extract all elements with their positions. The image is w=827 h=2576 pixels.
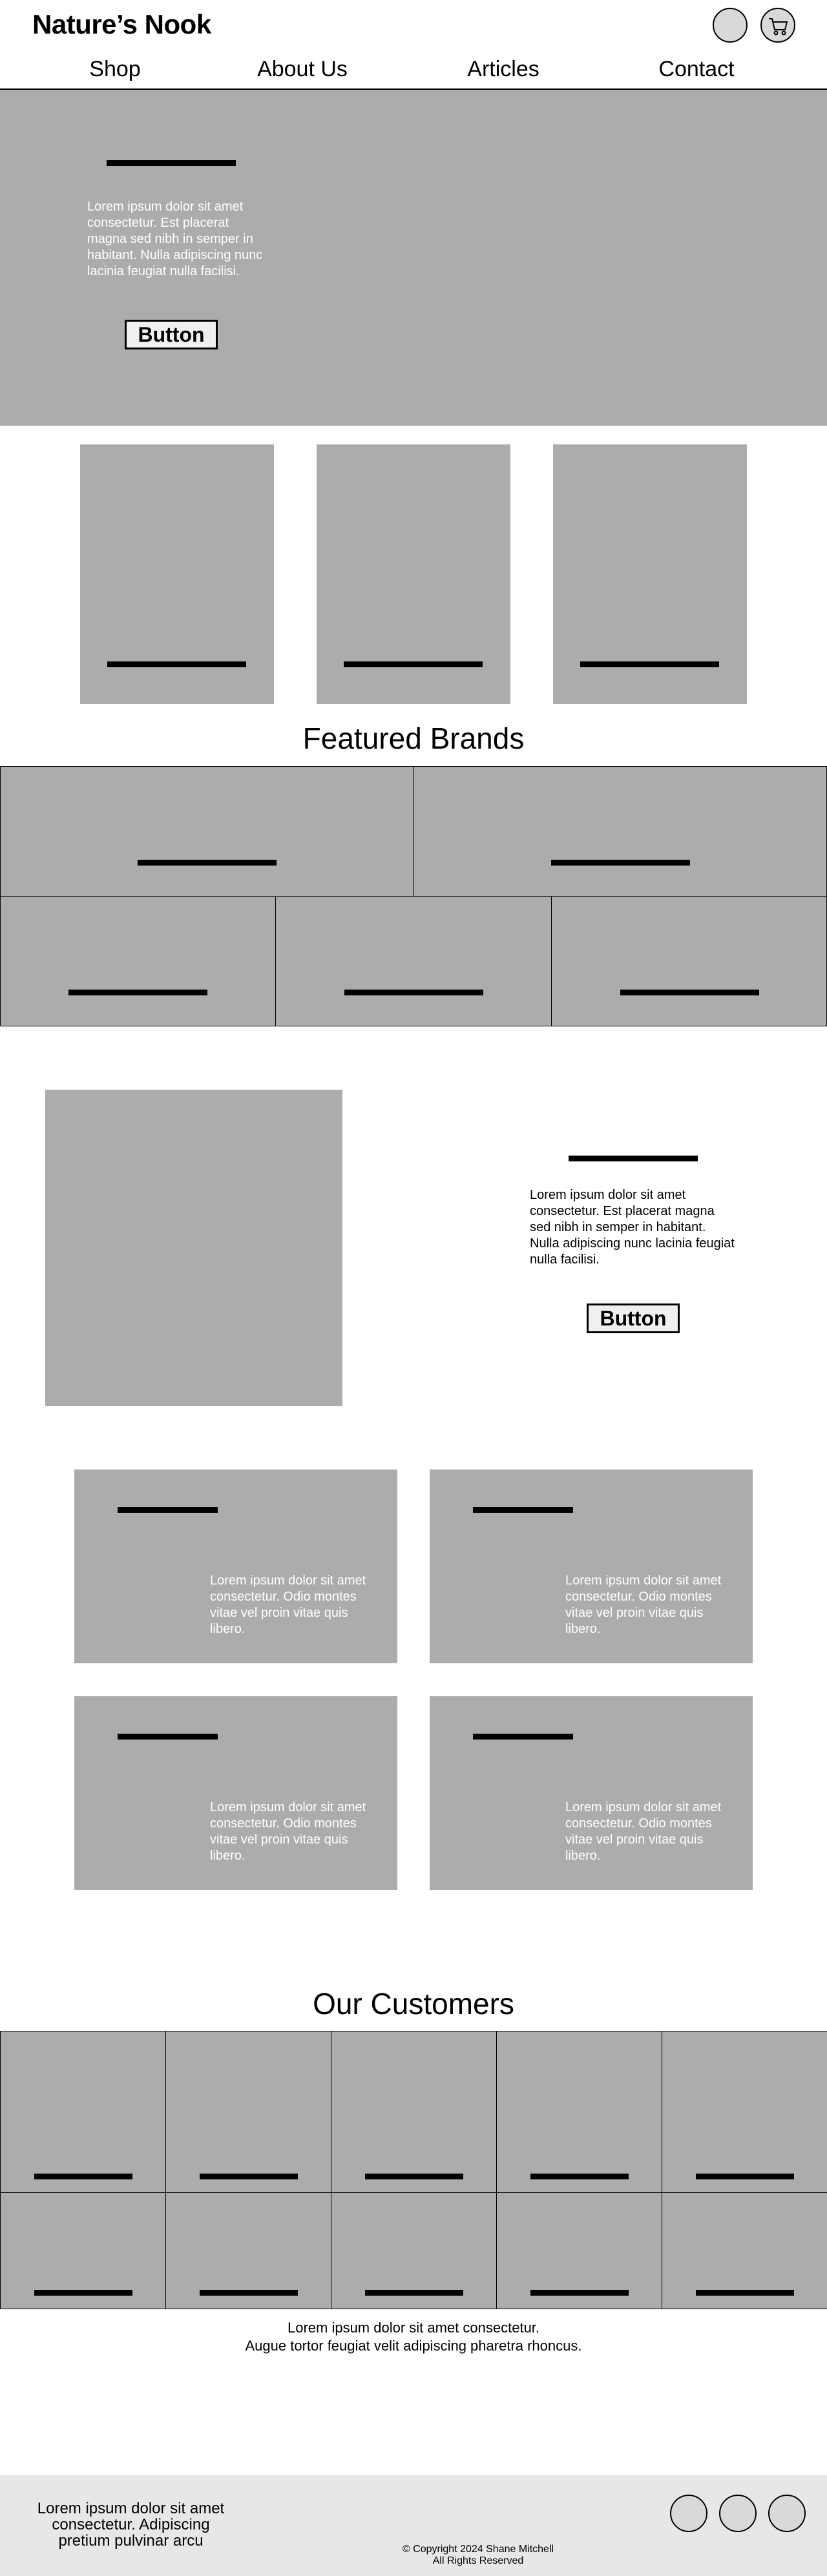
copyright-line-1: © Copyright 2024 Shane Mitchell	[402, 2544, 554, 2555]
customer-logo-tile[interactable]	[331, 2192, 497, 2309]
article-text: Lorem ipsum dolor sit amet consectetur. Odio montes vitae vel proin vitae quis libero.	[210, 1800, 366, 1863]
brand-name-placeholder	[68, 990, 207, 995]
customer-name-placeholder	[696, 2290, 794, 2296]
brand-name-placeholder	[138, 860, 277, 866]
customer-name-placeholder	[530, 2290, 629, 2296]
article-title-placeholder	[473, 1507, 573, 1513]
brand-tile[interactable]	[275, 896, 552, 1026]
customer-name-placeholder	[365, 2290, 463, 2296]
customer-name-placeholder	[34, 2290, 132, 2296]
product-card-title-placeholder	[344, 661, 483, 667]
customer-logo-tile[interactable]	[331, 2031, 497, 2193]
customer-logo-tile[interactable]	[662, 2192, 827, 2309]
brand-tile[interactable]	[0, 766, 414, 897]
article-card[interactable]	[430, 1696, 753, 1890]
footer-text: Lorem ipsum dolor sit amet consectetur. Adipiscing pretium pulvinar arcu	[37, 2500, 225, 2550]
article-text: Lorem ipsum dolor sit amet consectetur. Odio montes vitae vel proin vitae quis libero.	[210, 1574, 366, 1636]
brand-name-placeholder	[344, 990, 483, 995]
brand-tile[interactable]	[551, 896, 827, 1026]
customer-logo-tile[interactable]	[0, 2192, 166, 2309]
hero-button[interactable]: Button	[125, 320, 218, 349]
customer-logo-tile[interactable]	[662, 2031, 827, 2193]
customer-name-placeholder	[530, 2174, 629, 2179]
copyright-line-2: All Rights Reserved	[432, 2555, 524, 2566]
article-card[interactable]	[74, 1696, 397, 1890]
feature-image	[45, 1090, 342, 1406]
customer-logo-tile[interactable]	[0, 2031, 166, 2193]
article-card[interactable]	[430, 1470, 753, 1663]
brand-name-placeholder	[620, 990, 759, 995]
social-icon-2[interactable]	[719, 2495, 757, 2532]
customer-name-placeholder	[696, 2174, 794, 2179]
product-card[interactable]	[317, 444, 510, 704]
brand-tile[interactable]	[0, 896, 276, 1026]
product-card[interactable]	[80, 444, 274, 704]
social-icon-1[interactable]	[670, 2495, 707, 2532]
customers-title: Our Customers	[313, 1987, 514, 2020]
copyright	[336, 2544, 620, 2566]
article-text: Lorem ipsum dolor sit amet consectetur. Odio montes vitae vel proin vitae quis libero.	[565, 1574, 722, 1636]
customer-logo-tile[interactable]	[496, 2031, 662, 2193]
customer-name-placeholder	[200, 2290, 298, 2296]
product-card-title-placeholder	[580, 661, 719, 667]
social-icon-3[interactable]	[768, 2495, 806, 2532]
article-card[interactable]	[74, 1470, 397, 1663]
hero-heading-placeholder	[107, 160, 236, 166]
site-logo[interactable]: Nature’s Nook	[32, 9, 211, 39]
article-title-placeholder	[473, 1734, 573, 1740]
account-icon[interactable]	[713, 8, 748, 43]
customer-logo-tile[interactable]	[165, 2192, 331, 2309]
cart-icon[interactable]	[760, 8, 795, 43]
customer-name-placeholder	[200, 2174, 298, 2179]
customers-caption	[0, 2319, 827, 2354]
featured-brands-title: Featured Brands	[302, 722, 525, 755]
hero-text: Lorem ipsum dolor sit amet consectetur. Est placerat magna sed nibh in semper in habitant. Nulla adipiscing nunc lacinia feugiat nulla facilisi.	[87, 200, 263, 278]
feature-heading-placeholder	[569, 1156, 698, 1161]
brand-name-placeholder	[551, 860, 690, 866]
nav-articles[interactable]: Articles	[467, 57, 539, 81]
product-card-title-placeholder	[107, 661, 246, 667]
customer-name-placeholder	[365, 2174, 463, 2179]
nav-about-us[interactable]: About Us	[257, 57, 348, 81]
customer-name-placeholder	[34, 2174, 132, 2179]
brand-tile[interactable]	[413, 766, 827, 897]
feature-text: Lorem ipsum dolor sit amet consectetur. Est placerat magna sed nibh in semper in habitant. Nulla adipiscing nunc lacinia feugiat nulla facilisi.	[530, 1188, 735, 1267]
product-card[interactable]	[553, 444, 747, 704]
article-title-placeholder	[118, 1734, 218, 1740]
feature-button[interactable]: Button	[587, 1304, 680, 1333]
customers-caption-line-2: Augue tortor feugiat velit adipiscing pharetra rhoncus.	[245, 2337, 582, 2354]
customers-caption-line-1: Lorem ipsum dolor sit amet consectetur.	[287, 2320, 540, 2336]
nav-contact[interactable]: Contact	[658, 57, 735, 81]
nav-shop[interactable]: Shop	[89, 57, 141, 81]
customer-logo-tile[interactable]	[496, 2192, 662, 2309]
article-title-placeholder	[118, 1507, 218, 1513]
customer-logo-tile[interactable]	[165, 2031, 331, 2193]
article-text: Lorem ipsum dolor sit amet consectetur. Odio montes vitae vel proin vitae quis libero.	[565, 1800, 722, 1863]
